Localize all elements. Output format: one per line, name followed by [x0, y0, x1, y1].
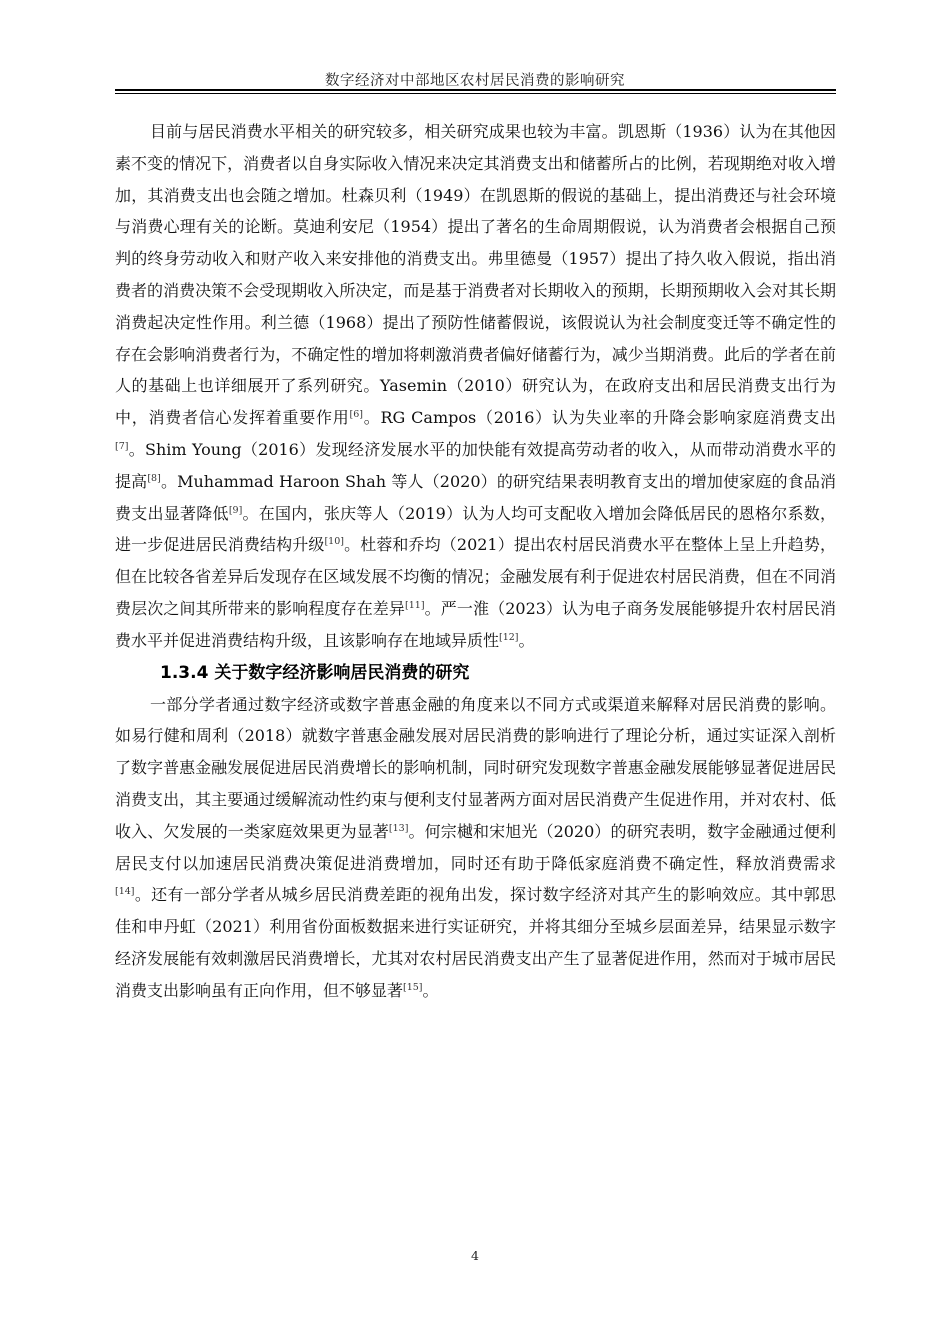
text-run: 。Shim Young（2016）发现经济发展水平的加快能有效提高劳动者的收入，从而带动消费水平的提高: [115, 439, 836, 491]
citation-6: [6]: [349, 409, 363, 421]
paragraph-literature-review: [115, 116, 836, 657]
citation-11: [11]: [405, 599, 425, 611]
citation-9: [9]: [228, 504, 243, 516]
page-number: 4: [471, 1248, 479, 1263]
citation-12: [12]: [499, 631, 519, 643]
document-body: [115, 116, 836, 1007]
citation-7: [7]: [115, 440, 129, 452]
citation-10: [10]: [324, 536, 344, 548]
text-run: 。严一淮（2023）认为电子商务发展能够提升农村居民消费水平并促进消费结构升级，且该影响存在地域异质性: [115, 598, 836, 650]
text-run: 。: [518, 630, 535, 650]
text-run: 一部分学者通过数字经济或数字普惠金融的角度来以不同方式或渠道来解释对居民消费的影响。如易行健和周利（2018）就数字普惠金融发展对居民消费的影响进行了理论分析，通过实证深入剖析了数字普惠金融发展促进居民消费增长的影响机制，同时研究发现数字普惠金融发展能够显著促进居民消费支出，其主要通过缓解流动性约束与便利支付显著两方面对居民消费产生促进作用，并对农村、低收入、欠发展的一类家庭效果更为显著: [115, 694, 836, 841]
text-run: 目前与居民消费水平相关的研究较多，相关研究成果也较为丰富。凯恩斯（1936）认为在其他因素不变的情况下，消费者以自身实际收入情况来决定其消费支出和储蓄所占的比例，若现期绝对收入增加，其消费支出也会随之增加。杜森贝利（1949）在凯恩斯的假说的基础上，提出消费还与社会环境与消费心理有关的论断。莫迪利安尼（1954）提出了著名的生命周期假说，认为消费者会根据自己预判的终身劳动收入和财产收入来安排他的消费支出。弗里德曼（1957）提出了持久收入假说，指出消费者的消费决策不会受现期收入所决定，而是基于消费者对长期收入的预期，长期预期收入会对其长期消费起决定性作用。利兰德（1968）提出了预防性储蓄假说，该假说认为社会制度变迁等不确定性的存在会影响消费者行为，不确定性的增加将刺激消费者偏好储蓄行为，减少当期消费。此后的学者在前人的基础上也详细展开了系列研究。Yasemin（2010）研究认为，在政府支出和居民消费支出行为中，消费者信心发挥着重要作用: [115, 122, 836, 428]
running-header-title: 数字经济对中部地区农村居民消费的影响研究: [325, 73, 625, 89]
citation-14: [14]: [115, 886, 135, 898]
paragraph-digital-economy: [115, 689, 836, 1007]
text-run: 。RG Campos（2016）认为失业率的升降会影响家庭消费支出: [363, 408, 836, 428]
citation-8: [8]: [147, 472, 161, 484]
text-run: 。杜蓉和乔均（2021）提出农村居民消费水平在整体上呈上升趋势，但在比较各省差异后发现存在区域发展不均衡的情况；金融发展有利于促进农村居民消费，但在不同消费层次之间其所带来的影响程度存在差异: [115, 535, 836, 618]
citation-13: [13]: [388, 822, 409, 834]
text-run: 。: [422, 980, 439, 1000]
text-run: 。何宗樾和宋旭光（2020）的研究表明，数字金融通过便利居民支付以加速居民消费决策促进消费增加，同时还有助于降低家庭消费不确定性，释放消费需求: [115, 821, 836, 873]
section-heading: 1.3.4 关于数字经济影响居民消费的研究: [160, 662, 470, 683]
text-run: 。还有一部分学者从城乡居民消费差距的视角出发，探讨数字经济对其产生的影响效应。其中郭思佳和申丹虹（2021）利用省份面板数据来进行实证研究，并将其细分至城乡层面差异，结果显示数字经济发展能有效刺激居民消费增长，尤其对农村居民消费支出产生了显著促进作用，然而对于城市居民消费支出影响虽有正向作用，但不够显著: [115, 885, 836, 1000]
header-rule-thick: [115, 89, 836, 91]
text-run: 。在国内，张庆等人（2019）认为人均可支配收入增加会降低居民的恩格尔系数，进一步促进居民消费结构升级: [115, 503, 836, 555]
header-rule-thin: [115, 93, 836, 94]
citation-15: [15]: [403, 981, 423, 993]
text-run: 。Muhammad Haroon Shah 等人（2020）的研究结果表明教育支出的增加使家庭的食品消费支出显著降低: [115, 471, 836, 523]
